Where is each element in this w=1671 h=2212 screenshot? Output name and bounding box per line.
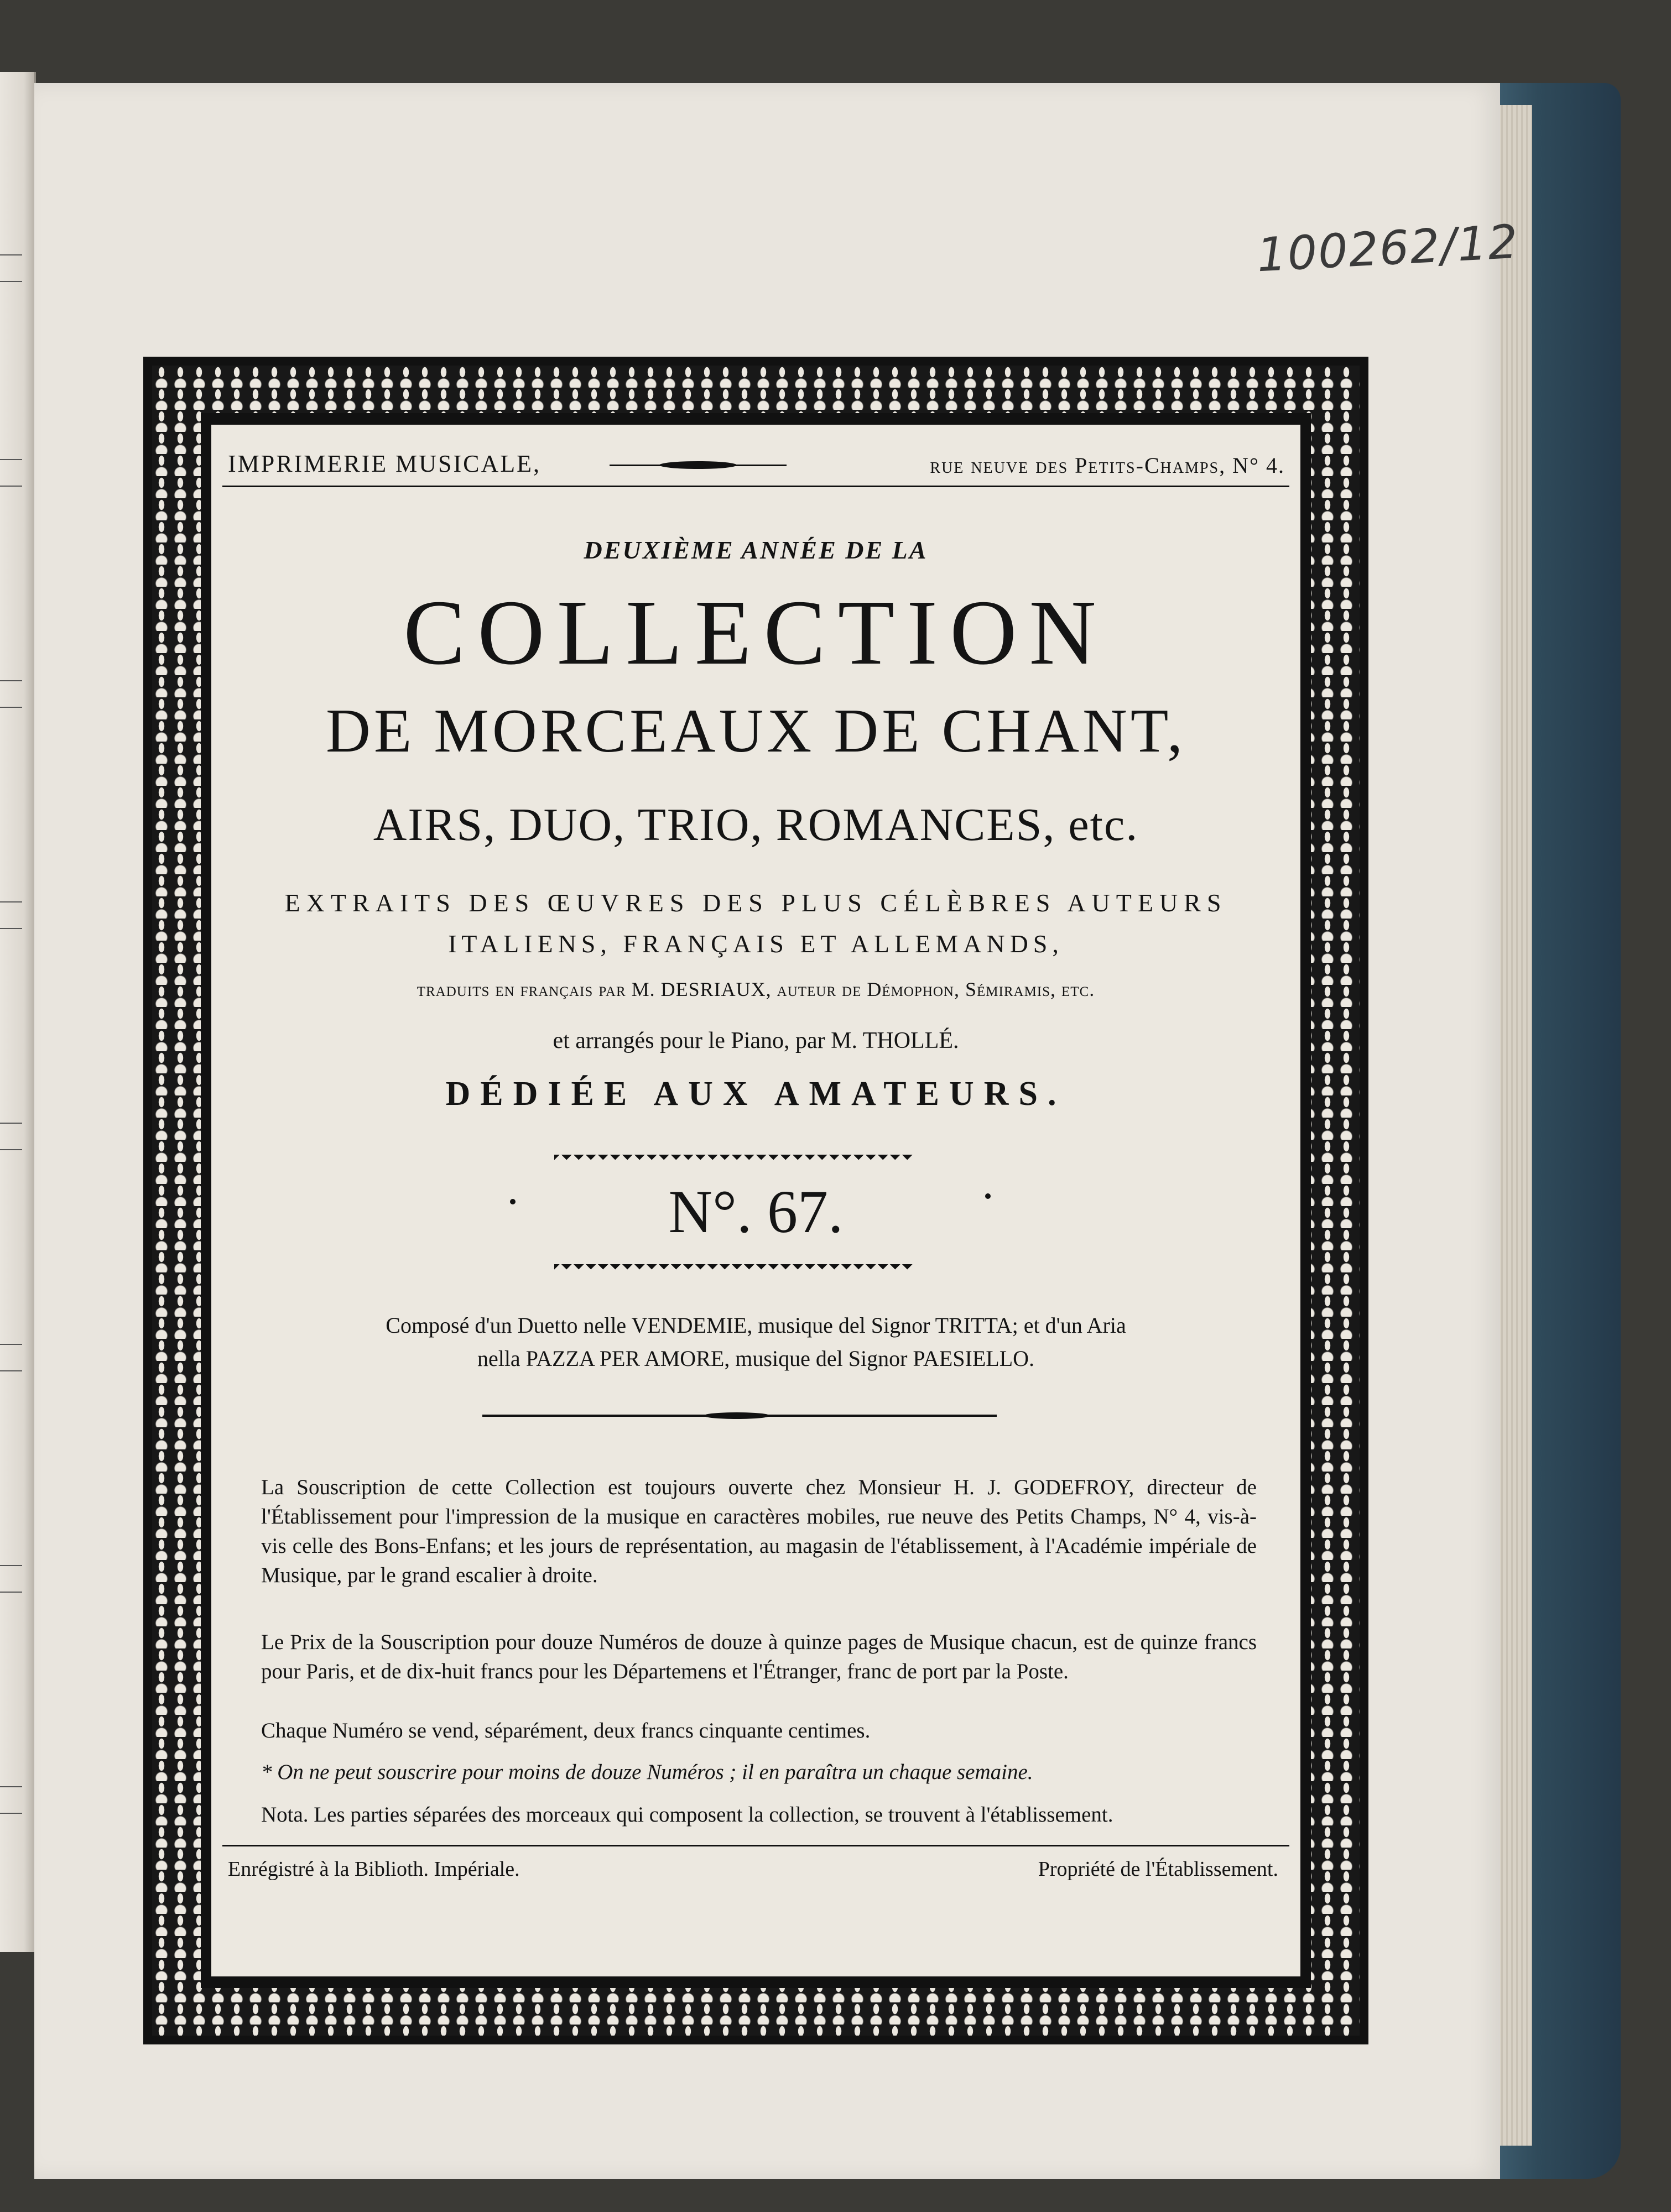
music-staff-fragment <box>0 1344 22 1371</box>
music-staff-fragment <box>0 1786 22 1814</box>
arranger-line: et arrangés pour le Piano, par M. THOLLÉ. <box>553 1028 959 1053</box>
ownership-note: Propriété de l'Établissement. <box>1038 1858 1278 1881</box>
price-paragraph: Le Prix de la Souscription pour douze Numéros de douze à quinze pages de Musique chacun, est de quinze francs pour Paris, et de dix-huit francs pour les Départemens et l'Étranger, franc de port par la Poste. <box>261 1630 1257 1683</box>
music-staff-fragment <box>0 1565 22 1593</box>
printer-address: rue neuve des Petits-Champs, N° 4. <box>930 453 1285 478</box>
title-panel <box>209 422 1303 1979</box>
title-line-extraits: EXTRAITS DES ŒUVRES DES PLUS CÉLÈBRES AUTEURS <box>284 889 1227 917</box>
shelfmark-annotation: 100262/12 <box>1255 214 1521 283</box>
wavy-rule-bottom <box>554 1264 914 1273</box>
subscription-paragraph: La Souscription de cette Collection est toujours ouverte chez Monsieur H. J. GODEFROY, directeur de l'Établissement pour l'impression de la musique en caractères mobiles, rue neuve des Petits Champs, N° 4, vis-à-vis celle des Bons-Enfans; et les jours de représentation, au magasin de l'établissement, à l'Académie impériale de Musique, par le grand escalier à droite. <box>261 1475 1257 1587</box>
main-title: COLLECTION <box>403 581 1108 684</box>
title-line-airs: AIRS, DUO, TRIO, ROMANCES, etc. <box>373 799 1139 851</box>
title-page <box>34 83 1521 2179</box>
issue-number: N°. 67. <box>668 1178 844 1245</box>
separator-rule <box>482 1415 997 1417</box>
music-staff-fragment <box>0 254 22 282</box>
music-staff-fragment <box>0 901 22 929</box>
single-issue-price: Chaque Numéro se vend, séparément, deux francs cinquante centimes. <box>261 1719 871 1743</box>
year-subtitle: DEUXIÈME ANNÉE DE LA <box>584 536 928 564</box>
composition-line-2: nella PAZZA PER AMORE, musique del Signor PAESIELLO. <box>477 1346 1035 1371</box>
ornamental-frame <box>143 357 1368 2044</box>
title-line-italiens: ITALIENS, FRANÇAIS ET ALLEMANDS, <box>448 930 1064 958</box>
subscription-note: * On ne peut souscrire pour moins de douze Numéros ; il en paraîtra un chaque semaine. <box>261 1760 1033 1784</box>
adjacent-page-edge <box>0 72 36 1952</box>
wavy-rule-top <box>554 1155 914 1164</box>
header-rule <box>222 486 1289 487</box>
music-staff-fragment <box>0 459 22 487</box>
registration-note: Enrégistré à la Biblioth. Impériale. <box>228 1858 520 1881</box>
header-ornament-rule <box>610 465 787 466</box>
dedication: DÉDIÉE AUX AMATEURS. <box>445 1075 1066 1113</box>
music-staff-fragment <box>0 680 22 708</box>
translator-line: traduits en français par M. DESRIAUX, auteur de Démophon, Sémiramis, etc. <box>417 978 1095 1000</box>
footer-rule <box>222 1845 1289 1846</box>
ornament-dot <box>985 1193 991 1199</box>
nota-line: Nota. Les parties séparées des morceaux qui composent la collection, se trouvent à l'établissement. <box>261 1803 1113 1827</box>
title-line-morceaux: DE MORCEAUX DE CHANT, <box>326 697 1186 765</box>
printer-name: IMPRIMERIE MUSICALE, <box>228 450 542 477</box>
composition-line-1: Composé d'un Duetto nelle VENDEMIE, musique del Signor TRITTA; et d'un Aria <box>386 1313 1126 1338</box>
music-staff-fragment <box>0 1123 22 1150</box>
